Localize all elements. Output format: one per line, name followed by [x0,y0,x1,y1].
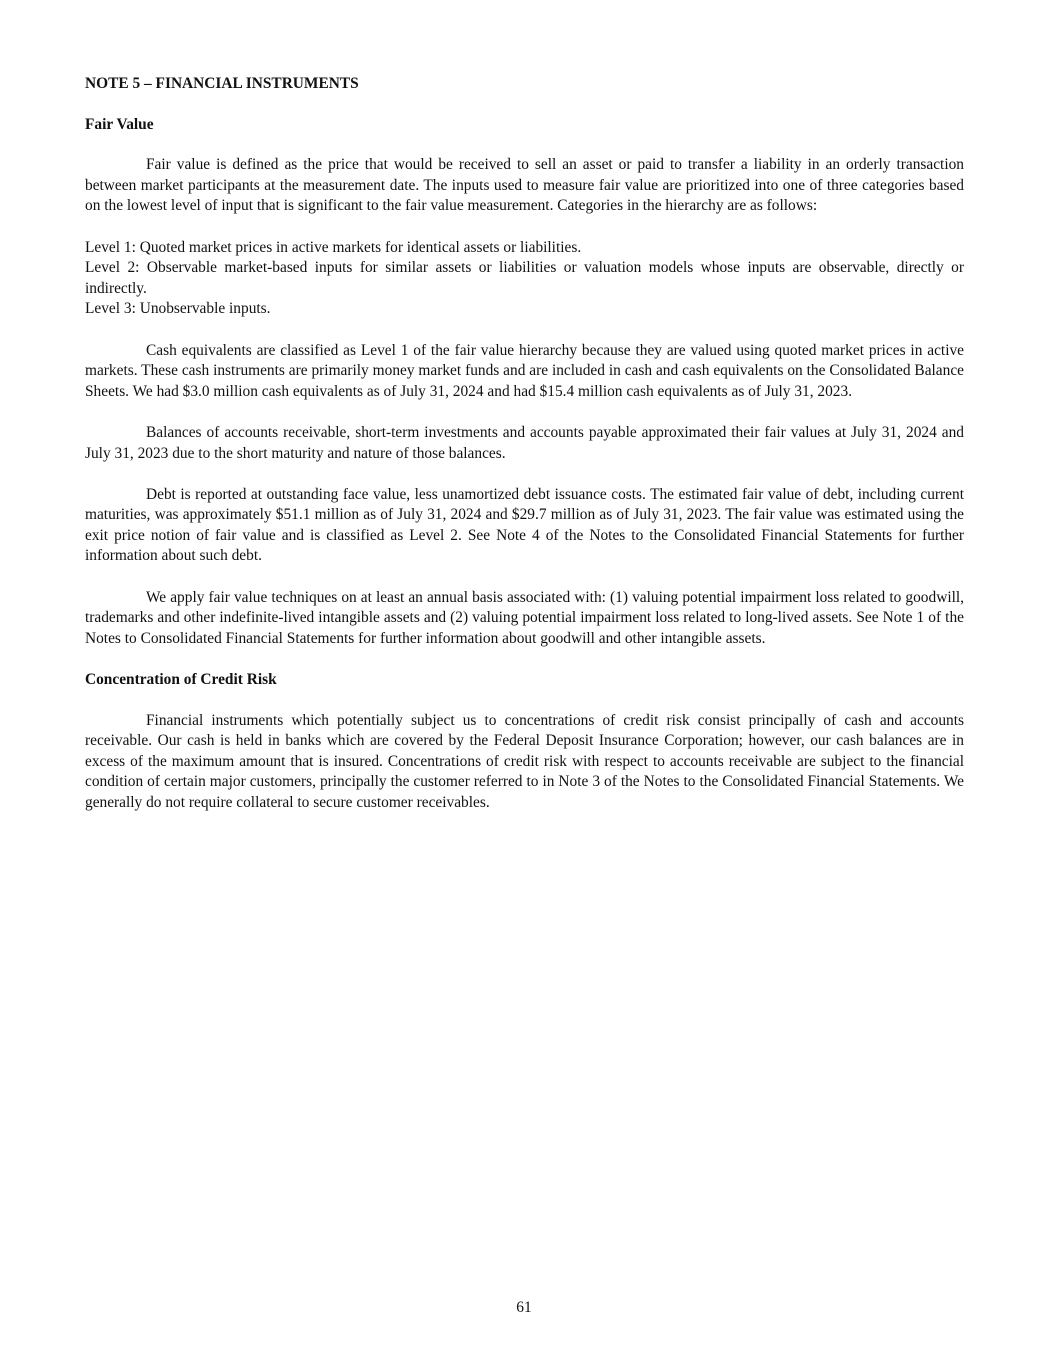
page-number: 61 [516,1299,532,1316]
credit-risk-paragraph: Financial instruments which potentially subject us to concentrations of credit risk consist principally of cash and accounts receivable. Our cash is held in banks which are covered by the Federal Deposit Insurance Corporation; however, our cash balances are in excess of the maximum amount that is insured. Concentrations of credit risk with respect to accounts receivable are subject to the financial condition of certain major customers, principally the customer referred to in Note 3 of the Notes to the Consolidated Financial Statements. We generally do not require collateral to secure customer receivables. [85,711,964,811]
document-page [85,74,964,834]
cash-equivalents-paragraph: Cash equivalents are classified as Level 1 of the fair value hierarchy because they are valued using quoted market prices in active markets. These cash instruments are primarily money market funds and are included in cash and cash equivalents on the Consolidated Balance Sheets. We had $3.0 million cash equivalents as of July 31, 2024 and had $15.4 million cash equivalents as of July 31, 2023. [85,341,964,400]
level-1-item: Level 1: Quoted market prices in active markets for identical assets or liabilities. [85,238,582,256]
balances-paragraph: Balances of accounts receivable, short-term investments and accounts payable approximated their fair values at July 31, 2024 and July 31, 2023 due to the short maturity and nature of those balances. [85,423,964,462]
level-2-item: Level 2: Observable market-based inputs for similar assets or liabilities or valuation models whose inputs are observable, directly or indirectly. [85,259,964,297]
fair-value-heading: Fair Value [85,115,154,133]
credit-risk-heading: Concentration of Credit Risk [85,671,277,689]
fair-value-intro-paragraph: Fair value is defined as the price that would be received to sell an asset or paid to transfer a liability in an orderly transaction between market participants at the measurement date. The inputs used to measure fair value are prioritized into one of three categories based on the lowest level of input that is significant to the fair value measurement. Categories in the hierarchy are as follows: [85,156,964,215]
fair-value-techniques-paragraph: We apply fair value techniques on at least an annual basis associated with: (1) valuing potential impairment loss related to goodwill, trademarks and other indefinite-lived intangible assets and (2) valuing potential impairment loss related to long-lived assets. See Note 1 of the Notes to Consolidated Financial Statements for further information about goodwill and other intangible assets. [85,588,964,647]
note-title: NOTE 5 – FINANCIAL INSTRUMENTS [85,75,359,92]
fair-value-levels-list [85,238,964,320]
debt-paragraph: Debt is reported at outstanding face value, less unamortized debt issuance costs. The estimated fair value of debt, including current maturities, was approximately $51.1 million as of July 31, 2024 and $29.7 million as of July 31, 2023. The fair value was estimated using the exit price notion of fair value and is classified as Level 2. See Note 4 of the Notes to the Consolidated Financial Statements for further information about such debt. [85,485,964,565]
level-3-item: Level 3: Unobservable inputs. [85,300,271,318]
